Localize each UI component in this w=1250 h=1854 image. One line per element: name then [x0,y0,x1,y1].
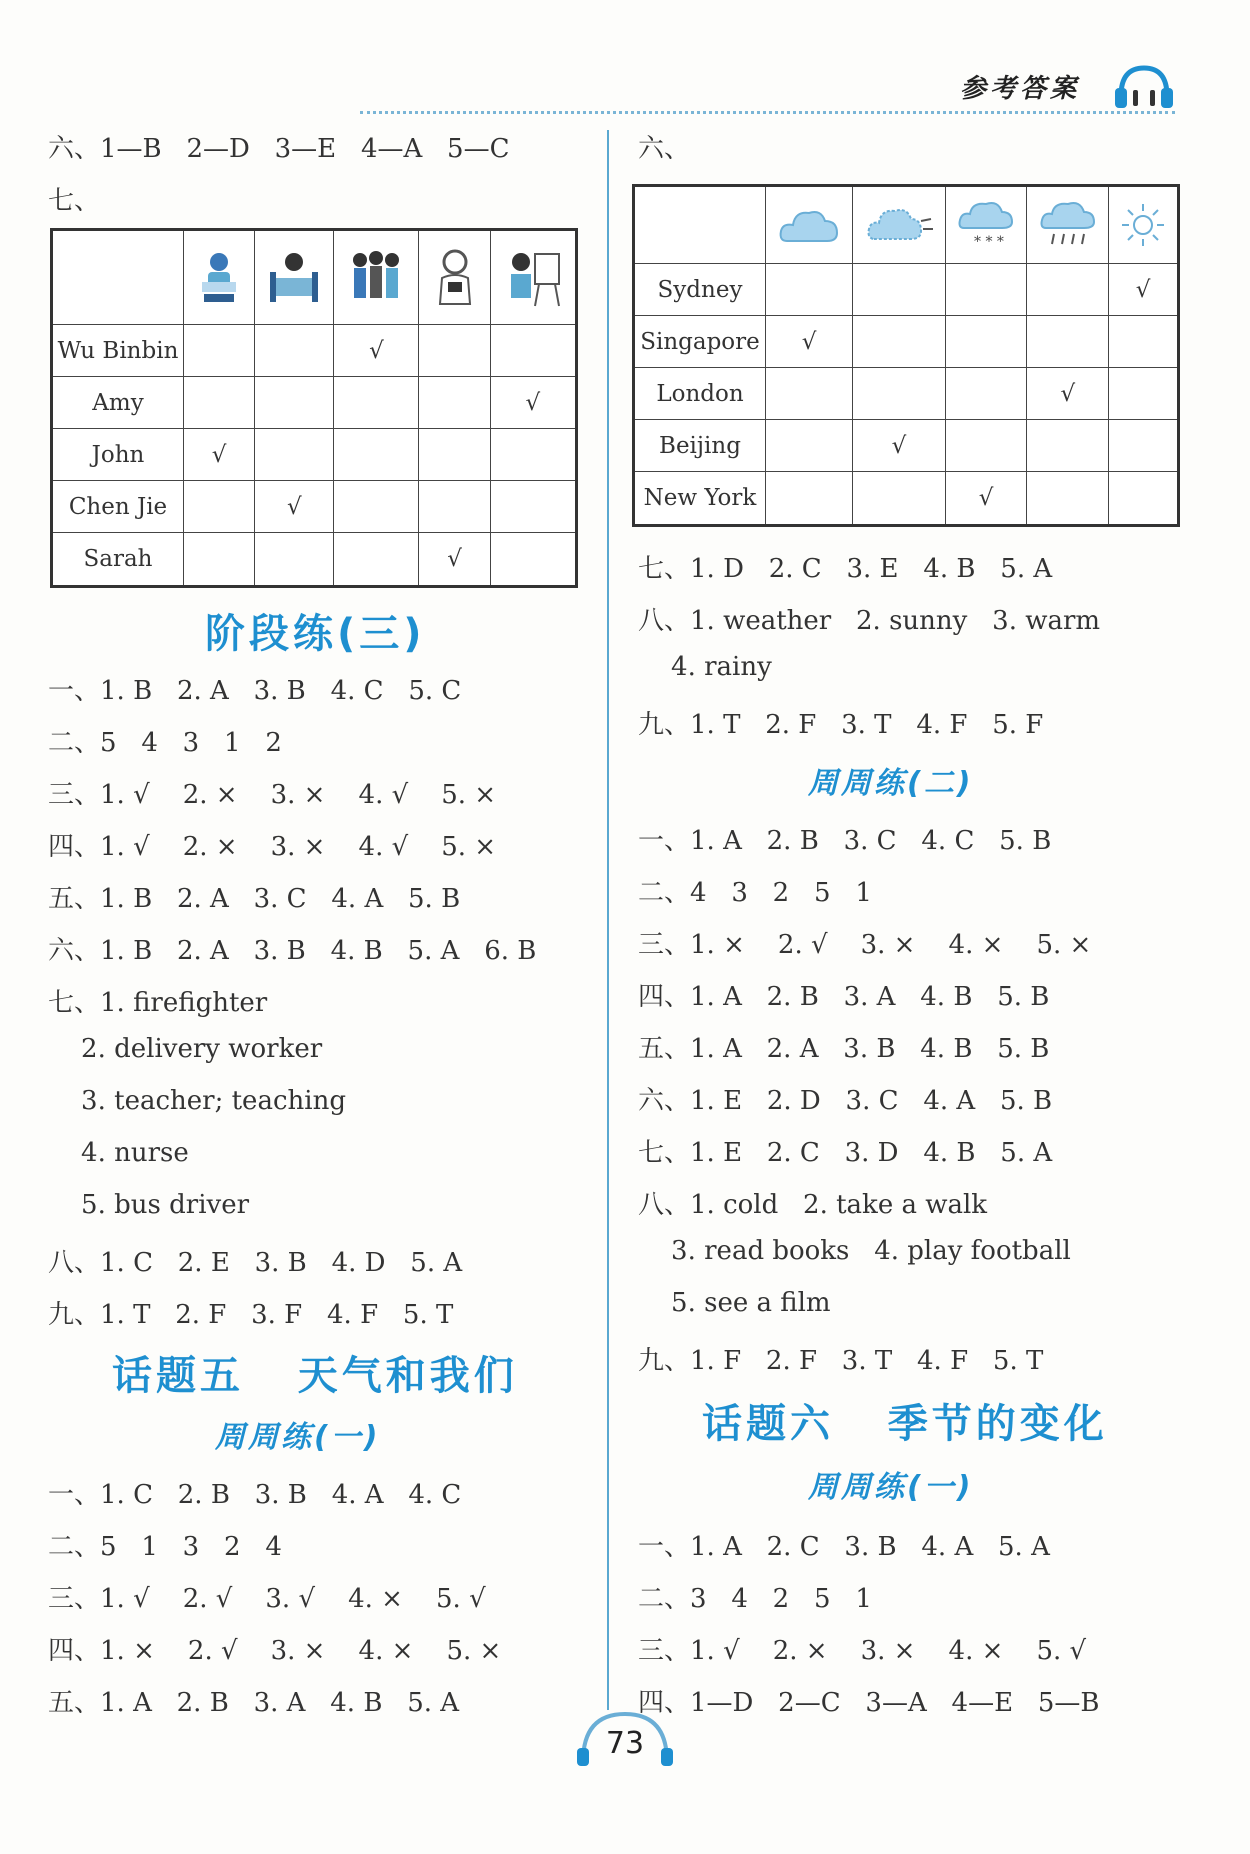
page-number: 73 [605,1726,645,1761]
city-name: Sydney [634,264,766,316]
header-dotted-line [360,111,1175,114]
answer-line: 五、1. B 2. A 3. C 4. A 5. B [48,884,461,914]
mark-cell [184,325,255,377]
answer-line: 4. nurse [48,1138,189,1168]
answer-line: 5. bus driver [48,1190,250,1220]
mark-cell [255,377,334,429]
student-name: Chen Jie [52,481,184,533]
answer-line: 三、1. √ 2. √ 3. √ 4. × 5. √ [48,1584,486,1614]
mark-cell: √ [419,533,490,587]
mark-cell: √ [945,472,1027,526]
answer-line: 六、1—B 2—D 3—E 4—A 5—C [48,134,510,164]
answer-line: 四、1. √ 2. × 3. × 4. √ 5. × [48,832,497,862]
snowy-icon [945,186,1027,264]
subsection-heading: 周周练(一) [215,1420,381,1455]
svg-text:* * *: * * * [974,234,1004,250]
activity-picture-singing [334,230,419,325]
answer-line: 三、1. √ 2. × 3. × 4. √ 5. × [48,780,497,810]
answer-line: 九、1. F 2. F 3. T 4. F 5. T [638,1346,1044,1376]
mark-cell [334,429,419,481]
activity-table [50,228,578,588]
student-name: Wu Binbin [52,325,184,377]
answer-line: 八、1. cold 2. take a walk [638,1190,988,1220]
mark-cell [766,472,853,526]
answer-line: 二、3 4 2 5 1 [638,1584,872,1614]
answer-line: 4. rainy [638,652,772,682]
mark-cell [945,316,1027,368]
mark-cell [945,420,1027,472]
mark-cell [766,264,853,316]
answer-line: 3. teacher; teaching [48,1086,346,1116]
topic-heading: 话题五 天气和我们 [112,1353,518,1399]
table-row [634,420,1179,472]
mark-cell [334,533,419,587]
mark-cell [490,325,576,377]
mark-cell [853,264,946,316]
subsection-heading: 周周练(二) [808,766,974,801]
rainy-icon [1027,186,1109,264]
cloudy-icon [766,186,853,264]
mark-cell [945,368,1027,420]
answer-line: 二、5 4 3 1 2 [48,728,282,758]
mark-cell [255,533,334,587]
mark-cell [184,533,255,587]
mark-cell [490,481,576,533]
student-name: John [52,429,184,481]
mark-cell [1109,368,1179,420]
mark-cell [419,325,490,377]
mark-cell [184,377,255,429]
mark-cell [419,429,490,481]
windy-icon [853,186,946,264]
answer-line: 七、1. E 2. C 3. D 4. B 5. A [638,1138,1053,1168]
table-row [634,368,1179,420]
mark-cell [1027,420,1109,472]
table-row [634,316,1179,368]
table-row [52,481,577,533]
mark-cell [490,533,576,587]
mark-cell [1109,316,1179,368]
table-row [634,264,1179,316]
answer-line: 二、5 1 3 2 4 [48,1532,282,1562]
mark-cell: √ [1109,264,1179,316]
answer-line: 六、 [638,134,691,164]
answer-line: 三、1. √ 2. × 3. × 4. × 5. √ [638,1636,1087,1666]
student-name: Amy [52,377,184,429]
answer-line: 七、1. D 2. C 3. E 4. B 5. A [638,554,1053,584]
headphones-icon [1113,62,1175,110]
topic-heading: 话题六 季节的变化 [702,1401,1108,1447]
mark-cell [766,368,853,420]
section-heading: 阶段练(三) [205,611,426,657]
answer-line: 二、4 3 2 5 1 [638,878,872,908]
answer-line: 五、1. A 2. B 3. A 4. B 5. A [48,1688,460,1718]
answer-line: 六、1. E 2. D 3. C 4. A 5. B [638,1086,1053,1116]
table-row [52,377,577,429]
header-title: 参考答案 [959,74,1080,104]
mark-cell [490,429,576,481]
mark-cell: √ [490,377,576,429]
answer-line: 四、1—D 2—C 3—A 4—E 5—B [638,1688,1100,1718]
answer-line: 三、1. × 2. √ 3. × 4. × 5. × [638,930,1092,960]
table-row [52,533,577,587]
mark-cell [766,420,853,472]
mark-cell [1109,420,1179,472]
answer-line: 一、1. A 2. C 3. B 4. A 5. A [638,1532,1050,1562]
activity-picture-reading [184,230,255,325]
column-divider [607,130,609,1710]
answer-line: 一、1. A 2. B 3. C 4. C 5. B [638,826,1052,856]
page-number-badge [565,1700,685,1770]
mark-cell [853,472,946,526]
subsection-heading: 周周练(一) [808,1470,974,1505]
activity-picture-painting [490,230,576,325]
mark-cell: √ [1027,368,1109,420]
answer-line: 五、1. A 2. A 3. B 4. B 5. B [638,1034,1050,1064]
mark-cell [945,264,1027,316]
mark-cell [853,368,946,420]
mark-cell [1027,264,1109,316]
answer-line: 七、 [48,186,101,216]
answer-line: 一、1. B 2. A 3. B 4. C 5. C [48,676,462,706]
page-header [360,62,1175,114]
city-name: Singapore [634,316,766,368]
answer-line: 六、1. B 2. A 3. B 4. B 5. A 6. B [48,936,537,966]
mark-cell [255,325,334,377]
activity-picture-bed [255,230,334,325]
table-row [634,472,1179,526]
mark-cell [1027,316,1109,368]
table-row [52,429,577,481]
mark-cell [334,377,419,429]
mark-cell [255,429,334,481]
mark-cell [853,316,946,368]
answer-line: 一、1. C 2. B 3. B 4. A 4. C [48,1480,462,1510]
mark-cell [184,481,255,533]
table-corner [634,186,766,264]
answer-line: 七、1. firefighter [48,988,268,1018]
answer-line: 四、1. A 2. B 3. A 4. B 5. B [638,982,1050,1012]
mark-cell: √ [766,316,853,368]
mark-cell: √ [853,420,946,472]
student-name: Sarah [52,533,184,587]
answer-line: 八、1. weather 2. sunny 3. warm [638,606,1101,636]
activity-picture-photo [419,230,490,325]
mark-cell [1027,472,1109,526]
weather-table [632,184,1180,527]
answer-line: 九、1. T 2. F 3. T 4. F 5. F [638,710,1044,740]
city-name: London [634,368,766,420]
mark-cell [1109,472,1179,526]
answer-line: 2. delivery worker [48,1034,323,1064]
answer-line: 5. see a film [638,1288,831,1318]
table-corner [52,230,184,325]
mark-cell: √ [255,481,334,533]
mark-cell: √ [184,429,255,481]
answer-line: 八、1. C 2. E 3. B 4. D 5. A [48,1248,463,1278]
sunny-icon [1109,186,1179,264]
answer-line: 3. read books 4. play football [638,1236,1071,1266]
mark-cell [419,481,490,533]
mark-cell: √ [334,325,419,377]
city-name: Beijing [634,420,766,472]
answer-line: 九、1. T 2. F 3. F 4. F 5. T [48,1300,454,1330]
city-name: New York [634,472,766,526]
answer-line: 四、1. × 2. √ 3. × 4. × 5. × [48,1636,502,1666]
mark-cell [419,377,490,429]
table-row [52,325,577,377]
mark-cell [334,481,419,533]
